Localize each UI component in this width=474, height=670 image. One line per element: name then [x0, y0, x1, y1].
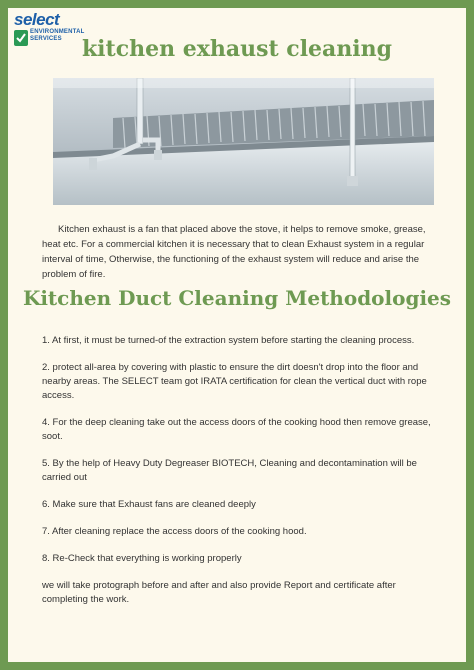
list-item: 5. By the help of Heavy Duty Degreaser BIOTECH, Cleaning and decontamination will be carried out [42, 458, 417, 483]
exhaust-hood-photo [53, 78, 434, 205]
list-item: 6. Make sure that Exhaust fans are cleaned deeply [42, 499, 256, 510]
page-title: kitchen exhaust cleaning [81, 36, 393, 62]
list-item: 2. protect all-area by covering with plastic to ensure the dirt doesn't drop into the floor and nearby areas. The SELECT team got IRATA certification for clean the vertical duct with rope access. [42, 362, 427, 401]
logo-wordmark: select [14, 10, 60, 29]
list-item: 4. For the deep cleaning take out the access doors of the cooking hood then remove grease, soot. [42, 417, 431, 442]
intro-paragraph: Kitchen exhaust is a fan that placed above the stove, it helps to remove smoke, grease, heat etc. For a commercial kitchen it is necessary that to clean Exhaust system in a regular interval of time, Otherwise, the functioning of the exhaust system will reduce and arise the problem of fire. [42, 224, 426, 280]
list-item: 7. After cleaning replace the access doors of the cooking hood. [42, 526, 307, 537]
section-heading: Kitchen Duct Cleaning Methodologies [22, 286, 452, 310]
closing-paragraph: we will take protograph before and after and also provide Report and certificate after completing the work. [42, 580, 396, 605]
logo-tagline: ENVIRONMENTAL SERVICES [30, 29, 85, 42]
list-item: 1. At first, it must be turned-of the extraction system before starting the cleaning process. [42, 335, 415, 346]
document-page [8, 8, 466, 662]
list-item: 8. Re-Check that everything is working properly [42, 553, 242, 564]
steps-list [42, 334, 436, 620]
